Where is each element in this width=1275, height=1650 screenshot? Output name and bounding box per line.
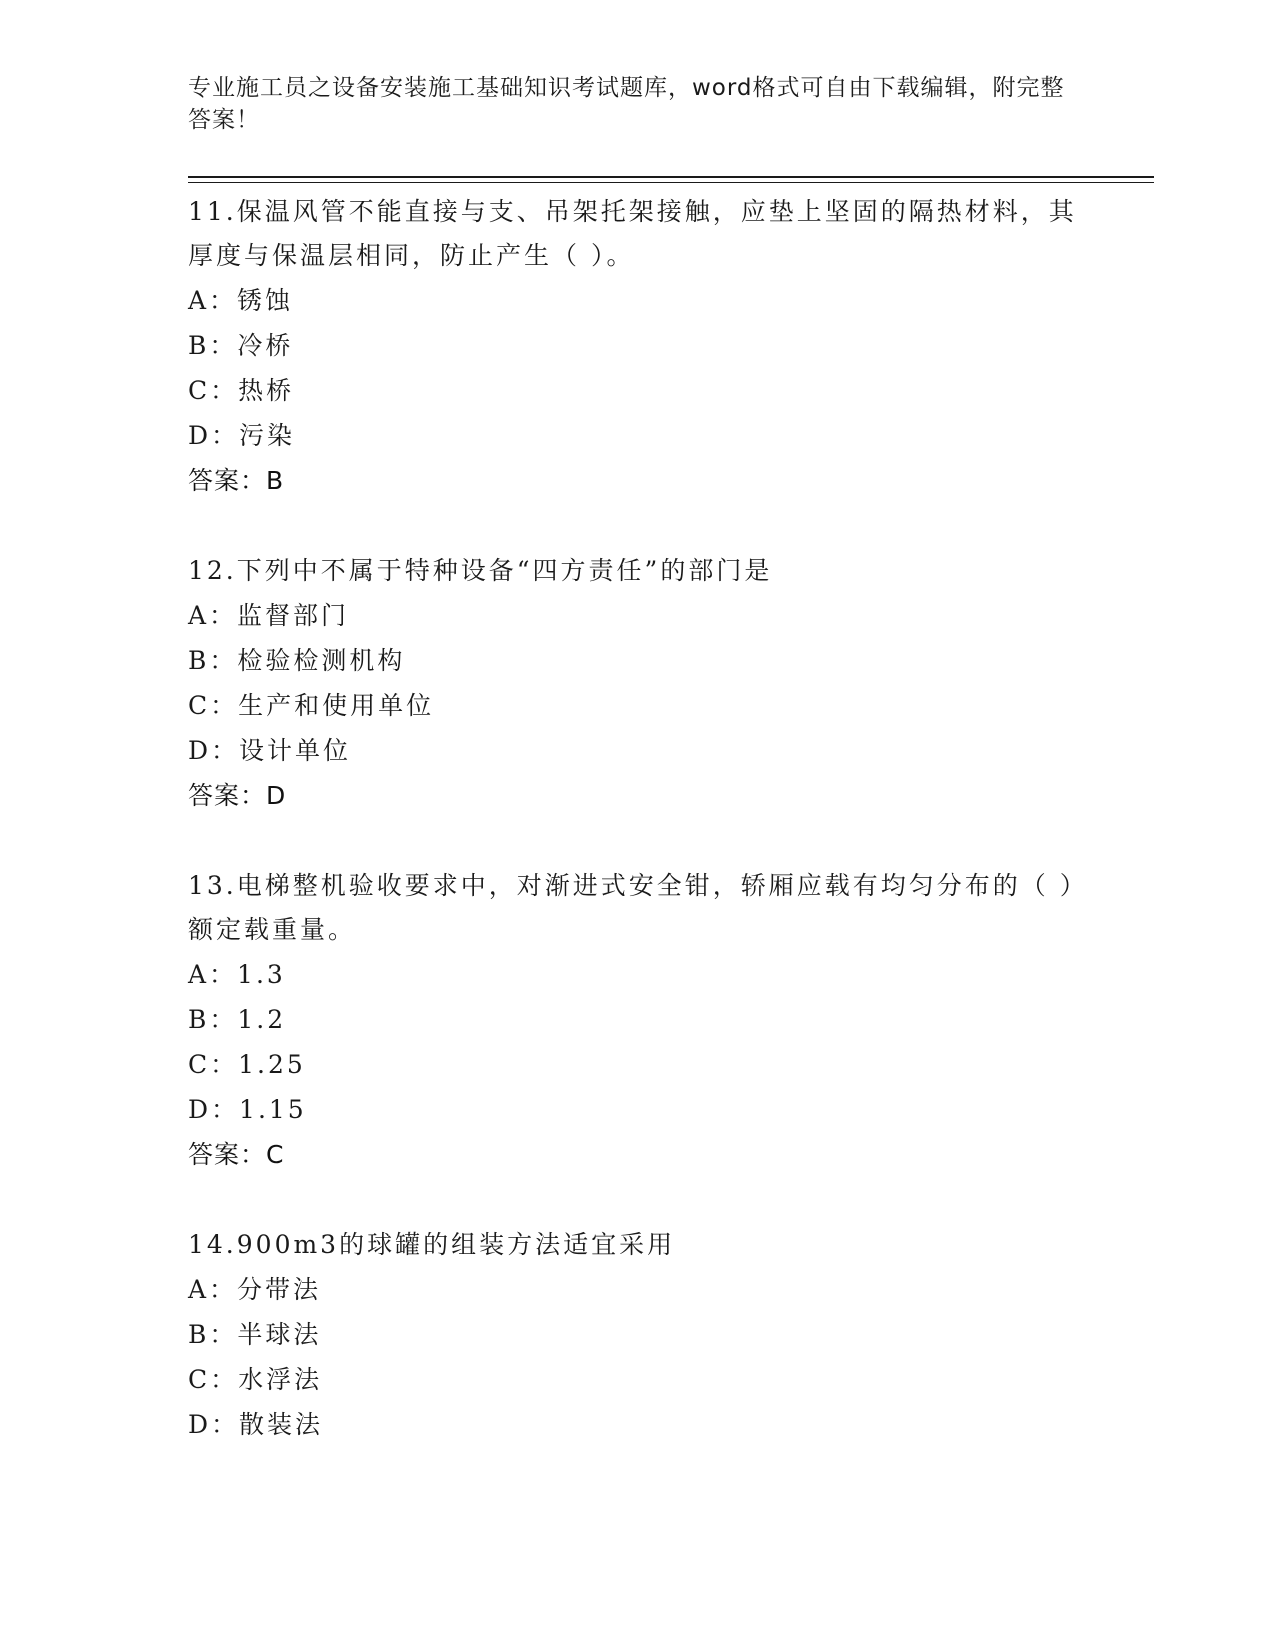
question-stem: 12.下列中不属于特种设备“四方责任”的部门是 xyxy=(188,556,773,585)
answer-line: 答案：B xyxy=(188,466,285,495)
option-a: A：监督部门 xyxy=(188,601,350,630)
question-14 xyxy=(188,1223,1088,1447)
option-d: D：设计单位 xyxy=(188,736,352,765)
option-d: D：1.15 xyxy=(188,1095,307,1124)
question-11 xyxy=(188,190,1088,503)
option-c: C：1.25 xyxy=(188,1050,306,1079)
answer-line: 答案：C xyxy=(188,1140,285,1169)
option-a: A：1.3 xyxy=(188,960,286,989)
question-stem: 14.900m3的球罐的组装方法适宜采用 xyxy=(188,1230,676,1259)
answer-line: 答案：D xyxy=(188,781,287,810)
option-d: D：污染 xyxy=(188,421,296,450)
option-a: A：分带法 xyxy=(188,1275,322,1304)
question-12 xyxy=(188,549,1088,818)
option-d: D：散装法 xyxy=(188,1410,324,1439)
question-stem: 11.保温风管不能直接与支、吊架托架接触，应垫上坚固的隔热材料，其厚度与保温层相同，防止产生（ ）。 xyxy=(188,197,1077,270)
header-divider-thin xyxy=(188,182,1154,183)
option-b: B：冷桥 xyxy=(188,331,294,360)
question-13 xyxy=(188,864,1088,1177)
option-a: A：锈蚀 xyxy=(188,286,294,315)
option-c: C：热桥 xyxy=(188,376,295,405)
question-stem: 13.电梯整机验收要求中，对渐进式安全钳，轿厢应载有均匀分布的（ ）额定载重量。 xyxy=(188,871,1088,944)
option-c: C：生产和使用单位 xyxy=(188,691,435,720)
option-c: C：水浮法 xyxy=(188,1365,323,1394)
document-header: 专业施工员之设备安装施工基础知识考试题库，word格式可自由下载编辑，附完整答案！ xyxy=(188,75,1065,133)
question-list xyxy=(188,190,1088,1493)
option-b: B：检验检测机构 xyxy=(188,646,406,675)
option-b: B：1.2 xyxy=(188,1005,287,1034)
header-divider-thick xyxy=(188,176,1154,178)
option-b: B：半球法 xyxy=(188,1320,322,1349)
